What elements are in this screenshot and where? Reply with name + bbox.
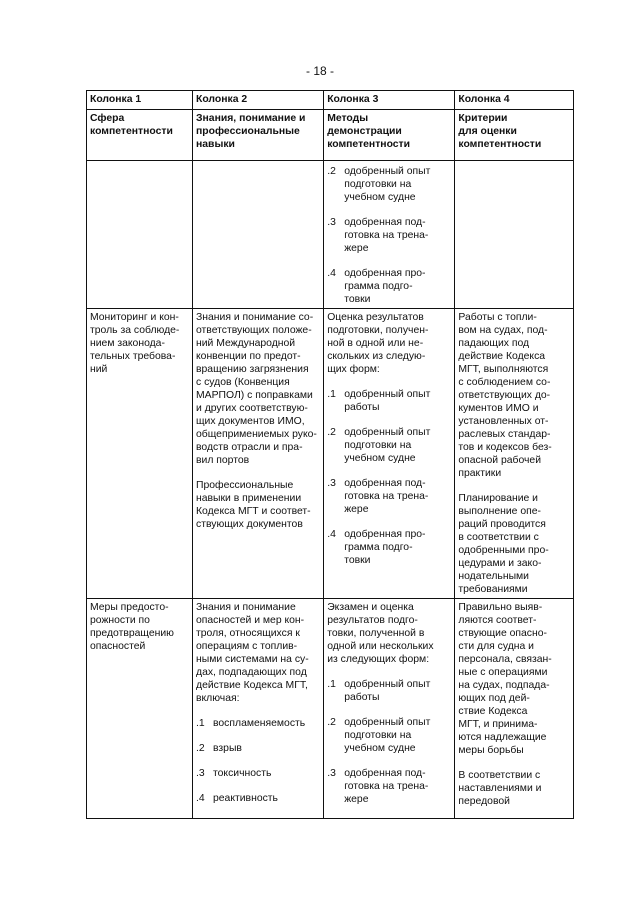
column-1-label: Колонка 1 — [87, 91, 193, 110]
column-2-label: Колонка 2 — [193, 91, 324, 110]
table-row — [87, 599, 574, 819]
row3-knowledge: Знания и понимание опасностей и мер кон- троля, относящихся к операциям с топлив- ными системами на су- дах, подпадающих под действие Кодекса МГТ, включая: .1 воспламеняемость .2 взрыв .3 токсичность .4 реактивность — [193, 599, 324, 819]
page-number: - 18 - — [305, 64, 334, 78]
row1-criteria — [455, 161, 574, 309]
column-4-label: Колонка 4 — [455, 91, 574, 110]
header-knowledge: Знания, понимание и профессиональные навыки — [193, 110, 324, 161]
row3-methods: Экзамен и оценка результатов подго- товки, полученной в одной или нескольких из следующих форм: .1 одобренный опыт работы .2 одобренный опыт подготовки на учебном судне .3 одобренная под- готовка на трена- жере — [324, 599, 455, 819]
row2-methods: Оценка результатов подготовки, получен- ной в одной или не- скольких из следую- щих форм: .1 одобренный опыт работы .2 одобренный опыт подготовки на учебном судне .3 одобренная под- готовка на трена- жере .4 одобренная про- грамма подго- товки — [324, 309, 455, 599]
list-item: .3 одобренная под- готовка на трена- жере — [327, 478, 429, 515]
header-competence: Сфера компетентности — [87, 110, 193, 161]
header-methods: Методы демонстрации компетентности — [324, 110, 455, 161]
row3-criteria: Правильно выяв- ляются соответ- ствующие опасно- сти для судна и персонала, связан- ные с операциями на судах, подпада- ющих под дей- ствие Кодекса МГТ, и принима- ются надлежащие меры борьбы В соответствии с наставлениями и передовой — [455, 599, 574, 819]
list-item: .1 одобренный опыт работы — [327, 679, 431, 703]
row1-knowledge — [193, 161, 324, 309]
competence-table — [86, 90, 574, 819]
row3-competence: Меры предосто- рожности по предотвращению опасностей — [87, 599, 193, 819]
list-item: .4 одобренная про- грамма подго- товки — [327, 529, 426, 566]
list-item: .2 одобренный опыт подготовки на учебном судне — [327, 166, 431, 203]
row2-competence: Мониторинг и кон- троль за соблюде- нием законода- тельных требова- ний — [87, 309, 193, 599]
list-item: .2 одобренный опыт подготовки на учебном судне — [327, 717, 431, 754]
row2-knowledge: Знания и понимание со- ответствующих положе- ний Международной конвенции по предот- вращению загрязнения с судов (Конвенция МАРПОЛ) с поправками и других соответствую- щих документов ИМО, общепримениемых руко- водств отрасли и пра- вил портов Профессиональные навыки в применении Кодекса МГТ и соответ- ствующих документов — [193, 309, 324, 599]
list-item: .2 одобренный опыт подготовки на учебном судне — [327, 427, 431, 464]
header-row — [87, 110, 574, 161]
list-item: .3 одобренная под- готовка на трена- жере — [327, 768, 429, 805]
row1-competence — [87, 161, 193, 309]
table-row — [87, 161, 574, 309]
list-item: .3 одобренная под- готовка на трена- жере — [327, 217, 429, 254]
list-item: .1 воспламеняемость — [196, 718, 306, 729]
list-item: .2 взрыв — [196, 743, 242, 754]
row2-criteria: Работы с топли- вом на судах, под- падающих под действие Кодекса МГТ, выполняются с соблюдением со- ответствующих до- кументов ИМО и установленных от- раслевых стандар- тов и кодексов без- опасной рабочей практики Планирование и выполнение опе- раций проводится в соответствии с одобренными про- цедурами и зако- нодательными требованиями — [455, 309, 574, 599]
list-item: .4 одобренная про- грамма подго- товки — [327, 268, 426, 305]
row1-methods — [324, 161, 455, 309]
table-row — [87, 309, 574, 599]
list-item: .4 реактивность — [196, 793, 278, 804]
list-item: .3 токсичность — [196, 768, 272, 779]
list-item: .1 одобренный опыт работы — [327, 389, 431, 413]
column-3-label: Колонка 3 — [324, 91, 455, 110]
column-number-row — [87, 91, 574, 110]
header-criteria: Критерии для оценки компетентности — [455, 110, 574, 161]
